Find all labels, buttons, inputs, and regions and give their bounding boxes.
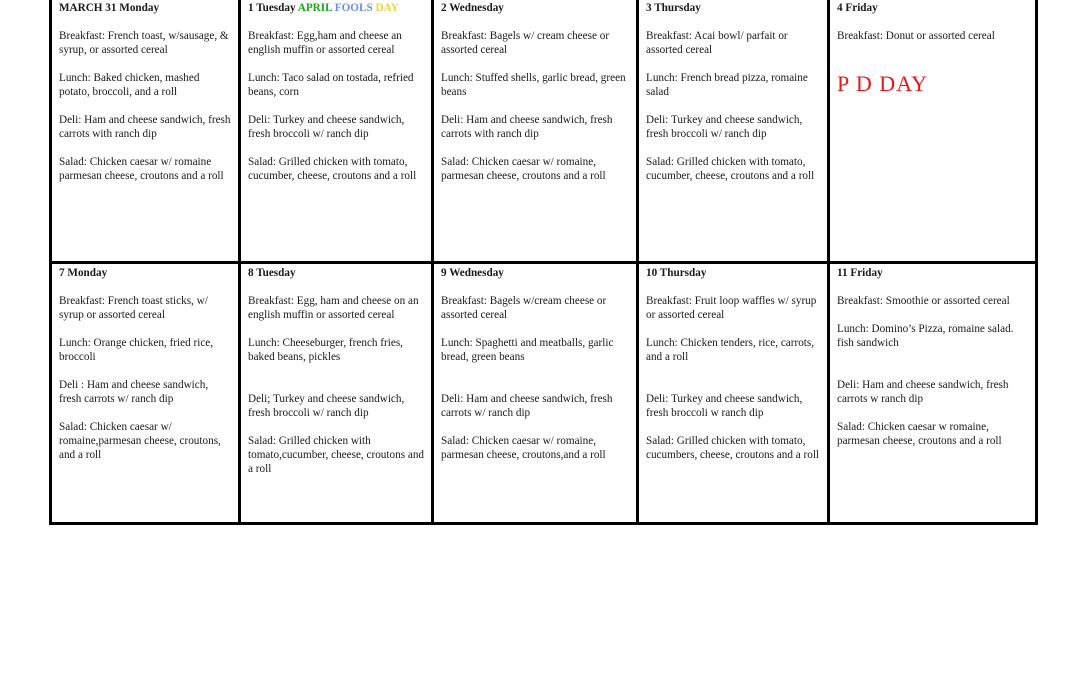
- day-word: DAY: [375, 2, 399, 14]
- day-header: 4 Friday: [837, 2, 878, 14]
- salad-item: Salad: Chicken caesar w/ romaine, parmesan cheese, croutons,and a roll: [441, 435, 606, 461]
- day-header: 8 Tuesday: [248, 267, 296, 279]
- salad-item: Salad: Chicken caesar w/ romaine,parmesan cheese, croutons, and a roll: [59, 421, 221, 461]
- salad-item: Salad: Chicken caesar w/ romaine, parmesan cheese, croutons and a roll: [441, 156, 606, 182]
- deli-item: Deli: Turkey and cheese sandwich, fresh broccoli w/ ranch dip: [248, 114, 405, 140]
- day-header: 2 Wednesday: [441, 2, 504, 14]
- lunch-item: Lunch: Cheeseburger, french fries, baked beans, pickles: [248, 337, 403, 363]
- fools-word: FOOLS: [334, 2, 376, 14]
- lunch-item: Lunch: Baked chicken, mashed potato, broccoli, and a roll: [59, 72, 200, 98]
- deli-item: Deli: Turkey and cheese sandwich, fresh broccoli w ranch dip: [646, 393, 803, 419]
- lunch-item: Lunch: Domino’s Pizza, romaine salad. fish sandwich: [837, 323, 1014, 349]
- salad-item: Salad: Grilled chicken with tomato, cucumber, cheese, croutons and a roll: [646, 156, 815, 182]
- breakfast-item: Breakfast: Egg, ham and cheese on an english muffin or assorted cereal: [248, 295, 419, 321]
- day-cell-apr-7-monday: [51, 263, 240, 524]
- day-header: 7 Monday: [59, 267, 108, 279]
- april-word: APRIL: [297, 2, 335, 14]
- breakfast-item: Breakfast: Acai bowl/ parfait or assorted cereal: [646, 30, 788, 56]
- lunch-item: Lunch: Orange chicken, fried rice, broccoli: [59, 337, 214, 363]
- deli-item: Deli; Turkey and cheese sandwich, fresh broccoli w/ ranch dip: [248, 393, 405, 419]
- day-header: MARCH 31 Monday: [59, 2, 160, 14]
- breakfast-item: Breakfast: Fruit loop waffles w/ syrup or assorted cereal: [646, 295, 817, 321]
- breakfast-item: Breakfast: Donut or assorted cereal: [837, 30, 995, 42]
- day-cell-apr-11-friday: [829, 263, 1037, 524]
- lunch-item: Lunch: French bread pizza, romaine salad: [646, 72, 808, 98]
- salad-item: Salad: Grilled chicken with tomato, cucumbers, cheese, croutons and a roll: [646, 435, 820, 461]
- breakfast-item: Breakfast: Smoothie or assorted cereal: [837, 295, 1010, 307]
- lunch-item: Lunch: Spaghetti and meatballs, garlic bread, green beans: [441, 337, 614, 363]
- deli-item: Deli: Ham and cheese sandwich, fresh carrots with ranch dip: [441, 114, 613, 140]
- week-row: [51, 263, 1037, 524]
- deli-item: Deli: Turkey and cheese sandwich, fresh broccoli w/ ranch dip: [646, 114, 803, 140]
- deli-item: Deli: Ham and cheese sandwich, fresh carrots w/ ranch dip: [441, 393, 613, 419]
- day-cell-apr-8-tuesday: [240, 263, 433, 524]
- breakfast-item: Breakfast: French toast, w/sausage, & syrup, or assorted cereal: [59, 30, 229, 56]
- day-cell-apr-9-wednesday: [433, 263, 638, 524]
- breakfast-item: Breakfast: French toast sticks, w/ syrup or assorted cereal: [59, 295, 208, 321]
- day-header: 9 Wednesday: [441, 267, 504, 279]
- salad-item: Salad: Chicken caesar w/ romaine parmesan cheese, croutons and a roll: [59, 156, 224, 182]
- deli-item: Deli : Ham and cheese sandwich, fresh carrots w/ ranch dip: [59, 379, 209, 405]
- day-header: 11 Friday: [837, 267, 883, 279]
- day-cell-apr-4-friday: [829, 0, 1037, 263]
- breakfast-item: Breakfast: Bagels w/ cream cheese or assorted cereal: [441, 30, 610, 56]
- salad-item: Salad: Grilled chicken with tomato,cucumber, cheese, croutons and a roll: [248, 435, 425, 475]
- breakfast-item: Breakfast: Egg,ham and cheese an english muffin or assorted cereal: [248, 30, 402, 56]
- lunch-item: Lunch: Chicken tenders, rice, carrots, and a roll: [646, 337, 815, 363]
- day-cell-mar-31-monday: [51, 0, 240, 263]
- day-cell-apr-2-wednesday: [433, 0, 638, 263]
- lunch-item: Lunch: Stuffed shells, garlic bread, green beans: [441, 72, 626, 98]
- week-row: [51, 0, 1037, 263]
- deli-item: Deli: Ham and cheese sandwich, fresh carrots with ranch dip: [59, 114, 231, 140]
- day-header: [248, 0, 425, 15]
- pd-day-notice: P D DAY: [837, 71, 928, 96]
- deli-item: Deli: Ham and cheese sandwich, fresh carrots w ranch dip: [837, 379, 1009, 405]
- day-cell-apr-1-tuesday: [240, 0, 433, 263]
- lunch-menu-calendar: [49, 0, 1038, 525]
- day-cell-apr-10-thursday: [638, 263, 829, 524]
- day-header-label: 1 Tuesday: [248, 2, 296, 14]
- breakfast-item: Breakfast: Bagels w/cream cheese or assorted cereal: [441, 295, 607, 321]
- lunch-item: Lunch: Taco salad on tostada, refried beans, corn: [248, 72, 414, 98]
- day-header: 10 Thursday: [646, 267, 707, 279]
- april-fools-banner: [298, 2, 399, 14]
- salad-item: Salad: Grilled chicken with tomato, cucumber, cheese, croutons and a roll: [248, 156, 417, 182]
- day-cell-apr-3-thursday: [638, 0, 829, 263]
- day-header: 3 Thursday: [646, 2, 701, 14]
- salad-item: Salad: Chicken caesar w romaine, parmesan cheese, croutons and a roll: [837, 421, 1002, 447]
